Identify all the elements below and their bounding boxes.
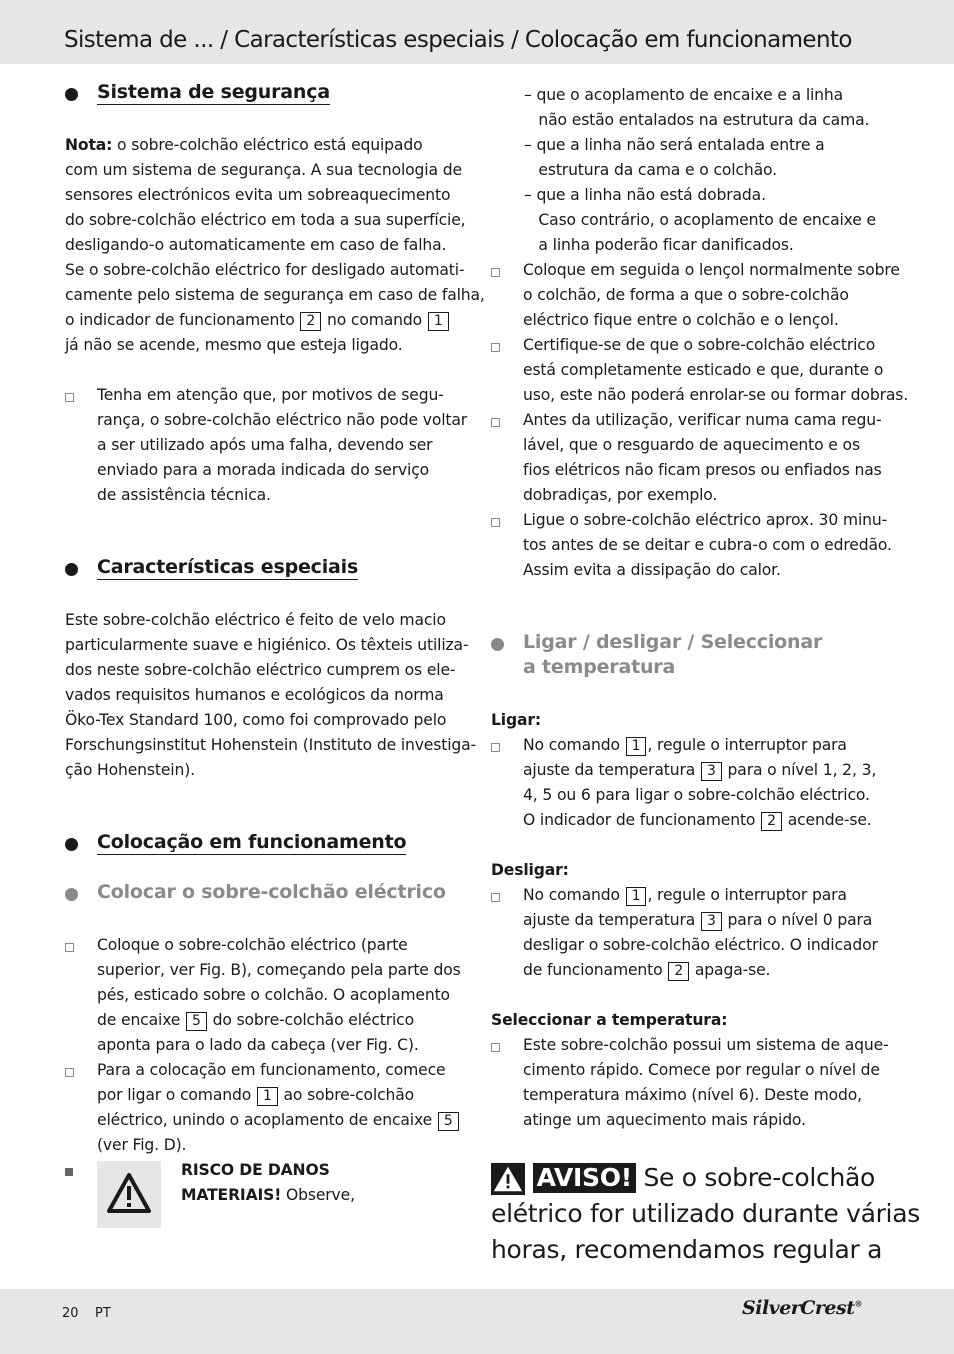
bullet-line: Antes da utilização, verificar numa cama regu-	[523, 411, 882, 429]
section-title-seguranca: Sistema de segurança	[97, 81, 330, 103]
subsection-bullet-icon	[491, 638, 504, 651]
checkbox-bullet-icon	[491, 343, 500, 352]
ligar-label: Ligar:	[491, 711, 541, 729]
warning-icon-box	[97, 1161, 161, 1228]
bullet-line: de encaixe 5 do sobre-colchão eléctrico	[97, 1011, 414, 1029]
dash-line: estrutura da cama e o colchão.	[524, 161, 777, 179]
text-line: desligando-o automaticamente em caso de falha.	[65, 236, 447, 254]
section-bullet-icon	[65, 838, 78, 851]
bullet-line: ajuste da temperatura 3 para o nível 1, 2, 3,	[523, 761, 877, 779]
ref-box: 1	[257, 1087, 278, 1106]
section-bullet-icon	[65, 88, 78, 101]
bullet-line: dobradiças, por exemplo.	[523, 486, 718, 504]
warning-title-line: MATERIAIS! Observe,	[181, 1186, 355, 1204]
desligar-label: Desligar:	[491, 861, 569, 879]
bullet-line: (ver Fig. D).	[97, 1136, 187, 1154]
subsection-bullet-icon	[65, 888, 78, 901]
text-line: do sobre-colchão eléctrico em toda a sua superfície,	[65, 211, 466, 229]
ref-box: 1	[626, 737, 647, 756]
page-title: Sistema de ... / Características especiais / Colocação em funcionamento	[64, 27, 852, 53]
checkbox-bullet-icon	[491, 1043, 500, 1052]
bullet-line: desligar o sobre-colchão eléctrico. O indicador	[523, 936, 878, 954]
text-line: dos neste sobre-colchão eléctrico cumprem os ele-	[65, 661, 456, 679]
warning-triangle-icon	[97, 1161, 161, 1228]
bullet-line: lável, que o resguardo de aquecimento e os	[523, 436, 860, 454]
bullet-line: enviado para a morada indicada do serviço	[97, 461, 430, 479]
bullet-line: pés, esticado sobre o colchão. O acoplamento	[97, 986, 450, 1004]
checkbox-bullet-icon	[491, 518, 500, 527]
bullet-line: o colchão, de forma a que o sobre-colchão	[523, 286, 849, 304]
dash-line: não estão entalados na estrutura da cama.	[524, 111, 870, 129]
bullet-line: tos antes de se deitar e cubra-o com o edredão.	[523, 536, 892, 554]
bullet-line: por ligar o comando 1 ao sobre-colchão	[97, 1086, 415, 1104]
bullet-line: cimento rápido. Comece por regular o nível de	[523, 1061, 880, 1079]
ref-box: 3	[701, 912, 722, 931]
checkbox-bullet-icon	[65, 1068, 74, 1077]
text-line: camente pelo sistema de segurança em caso de falha,	[65, 286, 485, 304]
aviso-line-1: AVISO! Se o sobre-colchão	[491, 1160, 875, 1196]
text-line: o indicador de funcionamento 2 no comando 1	[65, 308, 450, 333]
language-code: PT	[95, 1306, 111, 1321]
bullet-line: 4, 5 ou 6 para ligar o sobre-colchão eléctrico.	[523, 786, 870, 804]
bullet-line: Tenha em atenção que, por motivos de segu-	[97, 386, 444, 404]
filled-bullet-icon	[65, 1168, 73, 1176]
bullet-line: está completamente esticado e que, durante o	[523, 361, 884, 379]
bullet-line: rança, o sobre-colchão eléctrico não pode voltar	[97, 411, 468, 429]
ref-box: 5	[438, 1112, 459, 1131]
checkbox-bullet-icon	[65, 393, 74, 402]
bullet-line: Este sobre-colchão possui um sistema de aque-	[523, 1036, 889, 1054]
dash-line: – que o acoplamento de encaixe e a linha	[524, 86, 844, 104]
ref-box: 3	[701, 762, 722, 781]
bullet-line: de funcionamento 2 apaga-se.	[523, 961, 771, 979]
ref-box: 5	[186, 1012, 207, 1031]
ref-box: 2	[300, 312, 321, 331]
bullet-line: eléctrico, unindo o acoplamento de encaixe 5	[97, 1108, 460, 1133]
bullet-line: eléctrico fique entre o colchão e o lençol.	[523, 311, 839, 329]
warning-title-line: RISCO DE DANOS	[181, 1161, 330, 1179]
text-line: já não se acende, mesmo que esteja ligado.	[65, 336, 403, 354]
bullet-line: Certifique-se de que o sobre-colchão eléctrico	[523, 336, 876, 354]
aviso-badge: AVISO!	[533, 1163, 636, 1193]
bullet-line: ajuste da temperatura 3 para o nível 0 para	[523, 911, 873, 929]
note-line-1: Nota: o sobre-colchão eléctrico está equipado	[65, 136, 423, 154]
bullet-line: Coloque o sobre-colchão eléctrico (parte	[97, 936, 408, 954]
checkbox-bullet-icon	[491, 743, 500, 752]
checkbox-bullet-icon	[491, 418, 500, 427]
bullet-line: Coloque em seguida o lençol normalmente sobre	[523, 261, 900, 279]
section-title-colocacao: Colocação em funcionamento	[97, 831, 407, 853]
aviso-line-2: elétrico for utilizado durante várias	[491, 1199, 920, 1228]
subsection-title-line2: a temperatura	[523, 656, 676, 678]
text-line: vados requisitos humanos e ecológicos da norma	[65, 686, 444, 704]
text-line: Se o sobre-colchão eléctrico for desligado automati-	[65, 261, 465, 279]
ref-box: 1	[626, 887, 647, 906]
bullet-line: Para a colocação em funcionamento, comece	[97, 1061, 446, 1079]
bullet-line: a ser utilizado após uma falha, devendo ser	[97, 436, 433, 454]
text-line: sensores electrónicos evita um sobreaquecimento	[65, 186, 451, 204]
bullet-line: Assim evita a dissipação do calor.	[523, 561, 781, 579]
dash-line: – que a linha não será entalada entre a	[524, 136, 825, 154]
section-title-caracteristicas: Características especiais	[97, 556, 359, 578]
text-line: com um sistema de segurança. A sua tecnologia de	[65, 161, 462, 179]
checkbox-bullet-icon	[65, 943, 74, 952]
page-number: 20	[62, 1306, 79, 1321]
text-line: ção Hohenstein).	[65, 761, 195, 779]
ref-box: 1	[428, 312, 449, 331]
brand-logo: SilverCrest®	[742, 1297, 862, 1319]
text-line: Forschungsinstitut Hohenstein (Instituto de investiga-	[65, 736, 477, 754]
dash-line: – que a linha não está dobrada.	[524, 186, 766, 204]
ref-box: 2	[668, 962, 689, 981]
bullet-line: Ligue o sobre-colchão eléctrico aprox. 30 minu-	[523, 511, 888, 529]
bullet-line: de assistência técnica.	[97, 486, 271, 504]
text-line: Öko-Tex Standard 100, como foi comprovado pelo	[65, 711, 447, 729]
warning-triangle-icon	[491, 1162, 525, 1196]
subsection-title-line1: Ligar / desligar / Seleccionar	[523, 631, 823, 653]
dash-line: Caso contrário, o acoplamento de encaixe e	[524, 211, 876, 229]
bullet-line: temperatura máximo (nível 6). Deste modo,	[523, 1086, 862, 1104]
checkbox-bullet-icon	[491, 268, 500, 277]
dash-line: a linha poderão ficar danificados.	[524, 236, 794, 254]
text-line: particularmente suave e higiénico. Os têxteis utiliza-	[65, 636, 469, 654]
seleccionar-label: Seleccionar a temperatura:	[491, 1011, 728, 1029]
ref-box: 2	[761, 812, 782, 831]
bullet-line: fios elétricos não ficam presos ou enfiados nas	[523, 461, 882, 479]
bullet-line: atinge um aquecimento mais rápido.	[523, 1111, 806, 1129]
bullet-line: aponta para o lado da cabeça (ver Fig. C).	[97, 1036, 419, 1054]
aviso-line-3: horas, recomendamos regular a	[491, 1235, 883, 1264]
bullet-line: superior, ver Fig. B), começando pela parte dos	[97, 961, 461, 979]
section-bullet-icon	[65, 563, 78, 576]
bullet-line: uso, este não poderá enrolar-se ou formar dobras.	[523, 386, 909, 404]
checkbox-bullet-icon	[491, 893, 500, 902]
subsection-title: Colocar o sobre-colchão eléctrico	[97, 881, 446, 903]
bullet-line: O indicador de funcionamento 2 acende-se.	[523, 811, 872, 829]
text-line: Este sobre-colchão eléctrico é feito de velo macio	[65, 611, 446, 629]
bullet-line: No comando 1 , regule o interruptor para	[523, 886, 847, 904]
bullet-line: No comando 1 , regule o interruptor para	[523, 736, 847, 754]
